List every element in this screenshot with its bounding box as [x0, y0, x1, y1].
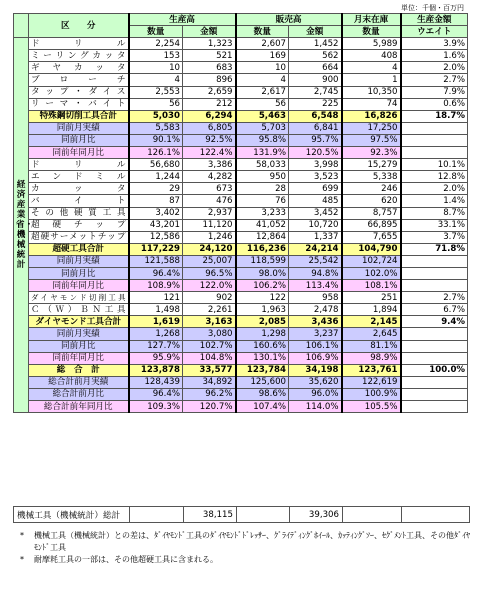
cell-prod-qty: 121 [129, 292, 183, 304]
cell-prod-weight: 1.4% [401, 195, 468, 207]
table-row [14, 267, 468, 279]
cell-inventory-qty: 108.1% [342, 280, 401, 292]
row-label: 特殊鋼切削工具合計 [29, 110, 129, 122]
header-production-weight: 生産金額 [401, 14, 468, 26]
cell-prod-weight: 2.7% [401, 74, 468, 86]
statistics-table [13, 13, 468, 413]
row-label: 超 硬 チ ッ プ [29, 219, 129, 231]
cell-inventory-qty: 122,619 [342, 376, 401, 388]
cell-prod-weight [401, 376, 468, 388]
subheader-sales-amount: 金額 [289, 26, 342, 38]
machine-tools-total-table [13, 506, 470, 523]
row-label: エ ン ド ミ ル [29, 171, 129, 183]
cell-prod-weight [401, 340, 468, 352]
cell-sales-amount: 3,237 [289, 328, 342, 340]
cell-prod-weight: 2.0% [401, 62, 468, 74]
cell-prod-weight: 7.9% [401, 86, 468, 98]
row-label: 総合計前月実績 [29, 376, 129, 388]
cell-prod-weight [401, 147, 468, 159]
cell-inventory-qty: 123,761 [342, 364, 401, 376]
cell-sales-qty: 5,703 [236, 122, 289, 134]
cell-prod-qty: 90.1% [129, 134, 183, 146]
cell-prod-qty: 96.4% [129, 388, 183, 400]
cell-prod-qty: 56,680 [129, 159, 183, 171]
table-row [14, 304, 468, 316]
cell-prod-qty: 1,619 [129, 316, 183, 328]
cell-sales-amount: 120.5% [289, 147, 342, 159]
mech-total-sales-qty [237, 507, 290, 523]
table-row [14, 376, 468, 388]
cell-prod-amount: 212 [183, 98, 236, 110]
table-row [14, 292, 468, 304]
table-row [14, 316, 468, 328]
cell-sales-qty: 56 [236, 98, 289, 110]
cell-inventory-qty: 74 [342, 98, 401, 110]
header-inventory: 月末在庫 [342, 14, 401, 26]
cell-inventory-qty: 251 [342, 292, 401, 304]
row-label: 同前月比 [29, 340, 129, 352]
cell-sales-qty: 107.4% [236, 401, 289, 413]
table-row [14, 364, 468, 376]
cell-sales-qty: 10 [236, 62, 289, 74]
table-row [14, 219, 468, 231]
cell-prod-amount: 6,805 [183, 122, 236, 134]
cell-inventory-qty: 98.9% [342, 352, 401, 364]
cell-inventory-qty: 8,757 [342, 207, 401, 219]
cell-sales-amount: 35,620 [289, 376, 342, 388]
cell-prod-qty: 56 [129, 98, 183, 110]
cell-sales-qty: 106.2% [236, 280, 289, 292]
table-row [14, 86, 468, 98]
cell-inventory-qty: 15,279 [342, 159, 401, 171]
cell-prod-weight: 6.7% [401, 304, 468, 316]
table-row [14, 159, 468, 171]
cell-sales-qty: 28 [236, 183, 289, 195]
cell-prod-weight [401, 255, 468, 267]
cell-prod-amount: 96.5% [183, 267, 236, 279]
row-label: 超硬工具合計 [29, 243, 129, 255]
table-row [14, 207, 468, 219]
table-row [14, 98, 468, 110]
cell-prod-qty: 123,878 [129, 364, 183, 376]
row-label: ド リ ル [29, 38, 129, 50]
cell-prod-weight [401, 122, 468, 134]
cell-prod-qty: 117,229 [129, 243, 183, 255]
header-corner [14, 14, 29, 38]
footnote-text: 耐摩耗工具の一部は、その他超硬工具に含まれる。 [34, 555, 218, 564]
cell-prod-amount: 33,577 [183, 364, 236, 376]
cell-sales-qty: 118,599 [236, 255, 289, 267]
cell-sales-amount: 24,214 [289, 243, 342, 255]
cell-inventory-qty: 5,338 [342, 171, 401, 183]
table-row [14, 255, 468, 267]
cell-prod-amount: 673 [183, 183, 236, 195]
cell-sales-amount: 1,452 [289, 38, 342, 50]
cell-prod-weight [401, 388, 468, 400]
cell-sales-qty: 1,298 [236, 328, 289, 340]
cell-inventory-qty: 102.0% [342, 267, 401, 279]
cell-prod-weight [401, 352, 468, 364]
cell-sales-amount: 958 [289, 292, 342, 304]
cell-inventory-qty: 2,645 [342, 328, 401, 340]
cell-prod-weight: 3.9% [401, 38, 468, 50]
table-row [14, 328, 468, 340]
cell-sales-qty: 95.8% [236, 134, 289, 146]
table-row [14, 243, 468, 255]
cell-sales-amount: 3,452 [289, 207, 342, 219]
cell-sales-amount: 25,542 [289, 255, 342, 267]
cell-prod-qty: 43,201 [129, 219, 183, 231]
cell-prod-qty: 4 [129, 74, 183, 86]
header-sales: 販売高 [236, 14, 342, 26]
cell-sales-amount: 3,436 [289, 316, 342, 328]
subheader-sales-qty: 数量 [236, 26, 289, 38]
cell-inventory-qty: 2,145 [342, 316, 401, 328]
mech-total-weight [402, 507, 470, 523]
cell-prod-amount: 3,163 [183, 316, 236, 328]
cell-sales-qty: 116,236 [236, 243, 289, 255]
subheader-weight: ウエイト [401, 26, 468, 38]
cell-inventory-qty: 7,655 [342, 231, 401, 243]
cell-prod-amount: 521 [183, 50, 236, 62]
cell-inventory-qty: 1,894 [342, 304, 401, 316]
cell-sales-qty: 2,617 [236, 86, 289, 98]
cell-sales-qty: 130.1% [236, 352, 289, 364]
cell-inventory-qty: 105.5% [342, 401, 401, 413]
cell-prod-qty: 153 [129, 50, 183, 62]
cell-prod-qty: 2,553 [129, 86, 183, 98]
row-label: タップ・ダイス [29, 86, 129, 98]
cell-inventory-qty: 10,350 [342, 86, 401, 98]
cell-sales-qty: 131.9% [236, 147, 289, 159]
cell-sales-amount: 485 [289, 195, 342, 207]
cell-sales-qty: 12,864 [236, 231, 289, 243]
cell-inventory-qty: 408 [342, 50, 401, 62]
cell-prod-weight: 2.0% [401, 183, 468, 195]
cell-sales-amount: 6,548 [289, 110, 342, 122]
cell-prod-amount: 902 [183, 292, 236, 304]
cell-prod-amount: 896 [183, 74, 236, 86]
cell-inventory-qty: 97.5% [342, 134, 401, 146]
row-label: Ｃ（Ｗ）ＢＮ工具 [29, 304, 129, 316]
cell-prod-qty: 5,030 [129, 110, 183, 122]
cell-inventory-qty: 66,895 [342, 219, 401, 231]
cell-prod-qty: 1,498 [129, 304, 183, 316]
cell-prod-weight [401, 328, 468, 340]
table-row [14, 122, 468, 134]
row-label: 総合計前年同月比 [29, 401, 129, 413]
mech-total-prod-qty [130, 507, 184, 523]
cell-sales-amount: 95.7% [289, 134, 342, 146]
table-row [14, 388, 468, 400]
mech-total-prod-amount: 38,115 [184, 507, 237, 523]
cell-prod-amount: 2,937 [183, 207, 236, 219]
cell-prod-amount: 1,323 [183, 38, 236, 50]
cell-sales-qty: 160.6% [236, 340, 289, 352]
cell-sales-amount: 699 [289, 183, 342, 195]
cell-sales-amount: 113.4% [289, 280, 342, 292]
cell-prod-amount: 104.8% [183, 352, 236, 364]
table-row [14, 147, 468, 159]
subheader-production-amount: 金額 [183, 26, 236, 38]
row-label: 同前月実績 [29, 122, 129, 134]
cell-prod-amount: 34,892 [183, 376, 236, 388]
cell-prod-weight [401, 280, 468, 292]
cell-sales-qty: 58,033 [236, 159, 289, 171]
cell-prod-amount: 6,294 [183, 110, 236, 122]
cell-sales-qty: 76 [236, 195, 289, 207]
cell-prod-weight: 18.7% [401, 110, 468, 122]
row-label: カ ッ タ [29, 183, 129, 195]
cell-prod-amount: 1,246 [183, 231, 236, 243]
cell-sales-amount: 2,745 [289, 86, 342, 98]
cell-prod-qty: 127.7% [129, 340, 183, 352]
cell-prod-qty: 10 [129, 62, 183, 74]
cell-prod-amount: 3,080 [183, 328, 236, 340]
cell-inventory-qty: 16,826 [342, 110, 401, 122]
cell-prod-weight [401, 401, 468, 413]
table-row [14, 134, 468, 146]
cell-sales-amount: 900 [289, 74, 342, 86]
cell-prod-weight: 1.6% [401, 50, 468, 62]
table-row [14, 38, 468, 50]
table-row [14, 195, 468, 207]
row-label: バ イ ト [29, 195, 129, 207]
row-label: ド リ ル [29, 159, 129, 171]
cell-inventory-qty: 246 [342, 183, 401, 195]
cell-sales-qty: 122 [236, 292, 289, 304]
cell-prod-amount: 4,282 [183, 171, 236, 183]
cell-prod-amount: 3,386 [183, 159, 236, 171]
cell-sales-amount: 1,337 [289, 231, 342, 243]
cell-prod-qty: 95.9% [129, 352, 183, 364]
cell-prod-weight [401, 134, 468, 146]
cell-sales-amount: 114.0% [289, 401, 342, 413]
cell-prod-qty: 2,254 [129, 38, 183, 50]
table-row [14, 231, 468, 243]
cell-sales-amount: 10,720 [289, 219, 342, 231]
cell-prod-qty: 5,583 [129, 122, 183, 134]
table-row [14, 280, 468, 292]
row-label: ダイヤモンド工具合計 [29, 316, 129, 328]
cell-prod-amount: 476 [183, 195, 236, 207]
cell-prod-weight: 2.7% [401, 292, 468, 304]
row-label: ギ ヤ カ ッ タ [29, 62, 129, 74]
cell-sales-qty: 5,463 [236, 110, 289, 122]
footnote [20, 554, 470, 566]
row-label: 総合計前月比 [29, 388, 129, 400]
cell-prod-weight [401, 267, 468, 279]
cell-prod-qty: 29 [129, 183, 183, 195]
cell-inventory-qty: 1 [342, 74, 401, 86]
table-row [14, 171, 468, 183]
cell-prod-amount: 122.4% [183, 147, 236, 159]
cell-prod-weight: 9.4% [401, 316, 468, 328]
cell-prod-amount: 102.7% [183, 340, 236, 352]
cell-prod-amount: 96.2% [183, 388, 236, 400]
cell-prod-qty: 109.3% [129, 401, 183, 413]
footnote-text: 機械工具（機械統計）との差は、ﾀﾞｲﾔﾓﾝﾄﾞ工具のﾀﾞｲﾔﾓﾝﾄﾞﾄﾞﾚｯｻｰ、ｸﾞﾗｲﾃﾞｨﾝｸﾞﾎｲｰﾙ、ｶｯﾃｨﾝｸﾞｿｰ、ｾｸﾞﾒﾝﾄ工具、その他ﾀﾞｲﾔﾓﾝﾄﾞ工具 [34, 531, 470, 552]
cell-sales-qty: 125,600 [236, 376, 289, 388]
mech-total-label: 機械工具（機械統計）総計 [14, 507, 130, 523]
cell-inventory-qty: 92.3% [342, 147, 401, 159]
row-label: 同前月比 [29, 134, 129, 146]
header-production: 生産高 [129, 14, 236, 26]
cell-prod-weight: 3.7% [401, 231, 468, 243]
subheader-production-qty: 数量 [129, 26, 183, 38]
footnote [20, 530, 470, 554]
row-label: リーマ・バイト [29, 98, 129, 110]
subheader-inventory-qty: 数量 [342, 26, 401, 38]
footnote-mark: * [20, 531, 24, 540]
cell-prod-amount: 25,007 [183, 255, 236, 267]
table-row [14, 62, 468, 74]
cell-sales-qty: 2,607 [236, 38, 289, 50]
cell-prod-amount: 11,120 [183, 219, 236, 231]
table-row [14, 340, 468, 352]
cell-prod-qty: 108.9% [129, 280, 183, 292]
cell-prod-qty: 121,588 [129, 255, 183, 267]
cell-prod-weight: 8.7% [401, 207, 468, 219]
cell-sales-qty: 123,784 [236, 364, 289, 376]
table-row [14, 352, 468, 364]
cell-inventory-qty: 102,724 [342, 255, 401, 267]
side-label: 経済産業省・機械統計 [14, 38, 29, 413]
cell-sales-amount: 94.8% [289, 267, 342, 279]
row-label: 同前月実績 [29, 328, 129, 340]
cell-sales-qty: 950 [236, 171, 289, 183]
cell-sales-amount: 2,478 [289, 304, 342, 316]
cell-prod-weight: 0.6% [401, 98, 468, 110]
footnote-mark: * [20, 555, 24, 564]
cell-prod-qty: 12,586 [129, 231, 183, 243]
cell-prod-amount: 120.7% [183, 401, 236, 413]
footnotes [20, 530, 470, 566]
cell-prod-amount: 122.0% [183, 280, 236, 292]
cell-prod-amount: 24,120 [183, 243, 236, 255]
cell-sales-amount: 6,841 [289, 122, 342, 134]
cell-prod-amount: 92.5% [183, 134, 236, 146]
cell-sales-qty: 98.6% [236, 388, 289, 400]
cell-inventory-qty: 5,989 [342, 38, 401, 50]
cell-sales-amount: 664 [289, 62, 342, 74]
cell-prod-amount: 683 [183, 62, 236, 74]
cell-sales-amount: 96.0% [289, 388, 342, 400]
row-label: 同前月実績 [29, 255, 129, 267]
cell-inventory-qty: 620 [342, 195, 401, 207]
mech-total-inventory [343, 507, 402, 523]
cell-prod-qty: 87 [129, 195, 183, 207]
cell-inventory-qty: 4 [342, 62, 401, 74]
cell-prod-weight: 71.8% [401, 243, 468, 255]
cell-prod-qty: 1,268 [129, 328, 183, 340]
cell-inventory-qty: 17,250 [342, 122, 401, 134]
row-label: ブ ロ ー チ [29, 74, 129, 86]
cell-prod-weight: 12.8% [401, 171, 468, 183]
cell-sales-qty: 98.0% [236, 267, 289, 279]
table-body [14, 38, 468, 413]
cell-prod-weight: 10.1% [401, 159, 468, 171]
row-label: ミーリングカッタ [29, 50, 129, 62]
cell-prod-amount: 2,659 [183, 86, 236, 98]
cell-sales-amount: 3,523 [289, 171, 342, 183]
cell-prod-qty: 96.4% [129, 267, 183, 279]
cell-prod-qty: 3,402 [129, 207, 183, 219]
cell-sales-qty: 1,963 [236, 304, 289, 316]
table-row [14, 401, 468, 413]
table-row [14, 183, 468, 195]
cell-sales-qty: 2,085 [236, 316, 289, 328]
header-category: 区 分 [29, 14, 129, 38]
row-label: 超硬サーメットチップ [29, 231, 129, 243]
mech-total-sales-amount: 39,306 [290, 507, 343, 523]
cell-prod-weight: 100.0% [401, 364, 468, 376]
row-label: ダイヤモンド切削工具 [29, 292, 129, 304]
cell-sales-amount: 225 [289, 98, 342, 110]
cell-prod-weight: 33.1% [401, 219, 468, 231]
cell-inventory-qty: 100.9% [342, 388, 401, 400]
cell-sales-amount: 562 [289, 50, 342, 62]
cell-prod-qty: 1,244 [129, 171, 183, 183]
cell-sales-amount: 34,198 [289, 364, 342, 376]
cell-sales-qty: 41,052 [236, 219, 289, 231]
cell-sales-qty: 169 [236, 50, 289, 62]
cell-prod-qty: 126.1% [129, 147, 183, 159]
cell-sales-amount: 106.9% [289, 352, 342, 364]
cell-sales-qty: 4 [236, 74, 289, 86]
cell-inventory-qty: 104,790 [342, 243, 401, 255]
cell-prod-qty: 128,439 [129, 376, 183, 388]
row-label: その他硬質工具 [29, 207, 129, 219]
row-label: 総 合 計 [29, 364, 129, 376]
cell-sales-qty: 3,233 [236, 207, 289, 219]
row-label: 同前年同月比 [29, 280, 129, 292]
table-row [14, 50, 468, 62]
row-label: 同前年同月比 [29, 352, 129, 364]
cell-inventory-qty: 81.1% [342, 340, 401, 352]
cell-sales-amount: 3,998 [289, 159, 342, 171]
table-row [14, 110, 468, 122]
cell-sales-amount: 106.1% [289, 340, 342, 352]
row-label: 同前年同月比 [29, 147, 129, 159]
table-row [14, 74, 468, 86]
unit-note: 単位：千個・百万円 [401, 4, 464, 12]
row-label: 同前月比 [29, 267, 129, 279]
cell-prod-amount: 2,261 [183, 304, 236, 316]
